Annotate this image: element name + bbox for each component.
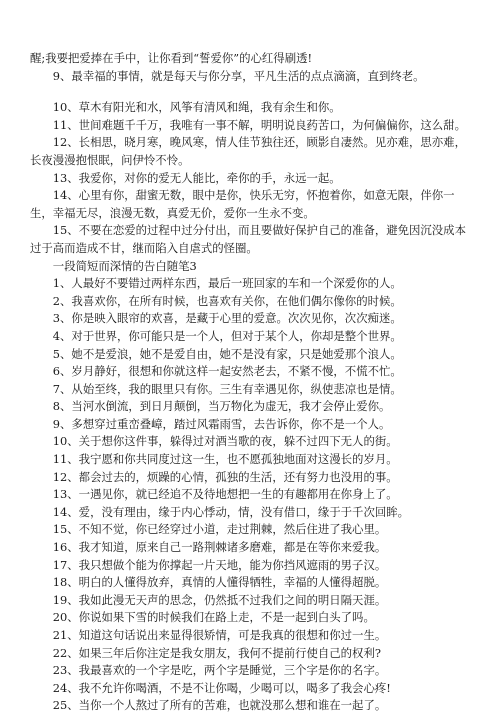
- paragraph: 1、人最好不要错过两样东西，最后一班回家的车和一个深爱你的人。: [52, 276, 402, 291]
- paragraph: 24、我不允许你喝酒，不是不让你喝，少喝可以，喝多了我会心疼!: [52, 680, 391, 695]
- paragraph: 9、多想穿过重峦叠嶂，踏过风霜雨雪，去告诉你，你不是一个人。: [52, 416, 391, 431]
- paragraph: 5、她不是爱浪，她不是爱自由，她不是没有家，只是她爱那个浪人。: [52, 346, 402, 361]
- paragraph: 16、我才知道，原来自己一路荆棘诸多磨难，都是在等你来爱我。: [52, 540, 387, 555]
- paragraph: 14、心里有你，甜蜜无数，眼中是你，快乐无穷，怀抱着你，如意无限，伴你一生，幸福无尽，浪漫无数，真爱无价，爱你一生永不变。: [30, 188, 455, 220]
- paragraph: 25、当你一个人熬过了所有的苦难，也就没那么想和谁在一起了。: [52, 698, 387, 713]
- paragraph: 2、我喜欢你，在所有时候，也喜欢有关你，在他们偶尔像你的时候。: [52, 293, 402, 308]
- paragraph: 11、世间难题千千万，我唯有一事不解，明明说良药苦口，为何偏偏你，这么甜。: [52, 117, 466, 132]
- paragraph: 15、不要在恋爱的过程中过分付出，而且要做好保护自己的准备，避免因沉没成本过于高而造成不甘，继而陷入自虐式的怪圈。: [30, 223, 466, 255]
- paragraph-gap: [30, 85, 472, 99]
- paragraph: 22、如果三年后你注定是我女朋友，我何不提前行使自己的权利?: [52, 645, 381, 660]
- paragraph: 4、对于世界，你可能只是一个人，但对于某个人，你却是整个世界。: [52, 328, 402, 343]
- paragraph: 3、你是映入眼帘的欢喜，是藏于心里的爱意。次次见你，次次痴迷。: [52, 311, 402, 326]
- paragraph: 17、我只想做个能为你撑起一片天地，能为你挡风遮雨的男子汉。: [52, 557, 387, 572]
- paragraph: 11、我宁愿和你共同度过这一生，也不愿孤独地面对这漫长的岁月。: [52, 452, 398, 467]
- paragraph: 6、岁月静好，很想和你就这样一起安然老去，不紧不慢，不慌不忙。: [52, 364, 402, 379]
- paragraph: 18、明白的人懂得放弃，真情的人懂得牺牲，幸福的人懂得超脱。: [52, 575, 387, 590]
- paragraph: 9、最幸福的事情，就是每天与你分享，平凡生活的点点滴滴，直到终老。: [52, 68, 425, 83]
- paragraph: 7、从始至终，我的眼里只有你。三生有幸遇见你，纵使悲凉也是情。: [52, 381, 402, 396]
- paragraph: 23、我最喜欢的一个字是吃，两个字是睡觉，三个字是你的名字。: [52, 663, 387, 678]
- paragraph: 14、爱，没有理由，缘于内心悸动，情，没有借口，缘于于千次回眸。: [52, 504, 410, 519]
- paragraph: 10、草木有阳光和水，风筝有清风和绳，我有余生和你。: [52, 100, 341, 115]
- paragraph: 20、你说如果下雪的时候我们在路上走，不是一起到白头了吗。: [52, 610, 375, 625]
- paragraph: 13、一遇见你，就已经追不及待地想把一生的有趣都用在你身上了。: [52, 487, 398, 502]
- paragraph: 10、关于想你这件事，躲得过对酒当歌的夜，躲不过四下无人的街。: [52, 434, 398, 449]
- paragraph: 15、不知不觉，你已经穿过小道，走过荆棘，然后住进了我心里。: [52, 522, 387, 537]
- paragraph: 一段简短而深情的告白随笔3: [52, 258, 197, 273]
- paragraph: 醒;我要把爱捧在手中，让你看到“誓爱你”的心红得刷透!: [30, 51, 313, 65]
- paragraph: 12、都会过去的，烦躁的心情，孤独的生活，还有努力也没用的事。: [52, 469, 398, 484]
- paragraph: 13、我爱你，对你的爱无人能比，牵你的手，永远一起。: [52, 170, 341, 185]
- paragraph: 21、知道这句话说出来显得很矫情，可是我真的很想和你过一生。: [52, 628, 387, 642]
- paragraph: 8、当河水倒流，到日月颠倒，当万物化为虚无，我才会停止爱你。: [52, 399, 391, 414]
- paragraph: 12、长相思，晓月寒，晚风寒，情人佳节独往还，顾影自凄然。见亦难，思亦难，长夜漫漫抱恨眠，问伊怜不怜。: [30, 135, 466, 167]
- paragraph: 19、我如此漫无天声的思念，仍然抵不过我们之间的明日隔天涯。: [52, 592, 387, 607]
